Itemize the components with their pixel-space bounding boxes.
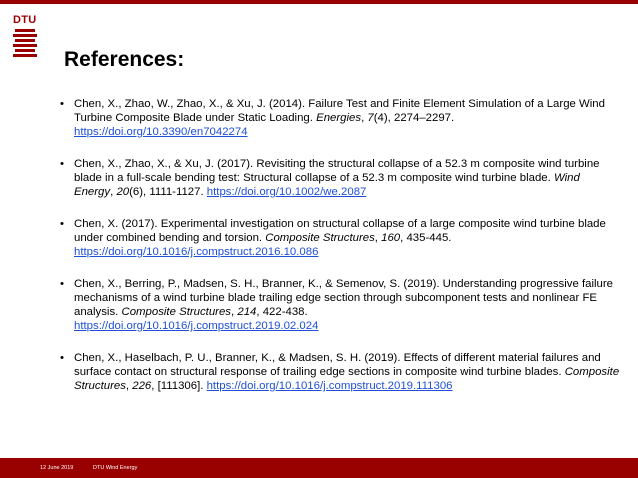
ref-pages: , [111306]. [151, 380, 207, 392]
ref-separator: , [374, 232, 382, 244]
footer-bar [0, 458, 638, 478]
ref-volume: 160 [381, 232, 401, 244]
ref-volume: 214 [237, 306, 257, 318]
ref-doi-link[interactable]: https://doi.org/10.1002/we.2087 [206, 186, 367, 198]
ref-journal: Wind Energy [74, 172, 580, 198]
ref-doi-link[interactable]: https://doi.org/10.1016/j.compstruct.2016.10.086 [74, 246, 319, 258]
reference-item [60, 351, 620, 393]
reference-item [60, 217, 620, 259]
ref-volume: 7 [367, 112, 374, 124]
ref-separator: , [125, 380, 133, 392]
ref-pages: (6), 1111-1127. [129, 186, 207, 198]
bullet: • [60, 352, 64, 364]
ref-doi-link[interactable]: https://doi.org/10.1016/j.compstruct.2019.02.024 [74, 320, 319, 332]
ref-journal: Composite Structures [121, 306, 232, 318]
top-accent-bar [0, 0, 638, 4]
reference-list [60, 97, 620, 411]
ref-journal: Composite Structures [265, 232, 375, 244]
bullet: • [60, 98, 64, 110]
footer-org: DTU Wind Energy [93, 465, 138, 471]
ref-separator: , [110, 186, 117, 198]
reference-item [60, 157, 620, 199]
ref-authors: Chen, X. (2017). Experimental investigation on structural collapse of a large composite wind turbine blade under combined bending and torsion. [74, 218, 606, 244]
bullet: • [60, 218, 64, 230]
ref-authors: Chen, X., Haselbach, P. U., Branner, K., & Madsen, S. H. (2019). Effects of different material failures and surface contact on structural response of trailing edge sections in composite wind turbine blades. [74, 352, 601, 378]
footer-date: 12 June 2019 [40, 465, 74, 471]
ref-volume: 226 [132, 380, 152, 392]
ref-journal: Composite Structures [74, 366, 620, 392]
ref-authors: Chen, X., Berring, P., Madsen, S. H., Branner, K., & Semenov, S. (2019). Understanding progressive failure mechanisms of a wind turbine blade trailing edge section through subcomponent tests and nonlinear FE analysis. [74, 278, 614, 318]
ref-separator: , [231, 306, 238, 318]
ref-pages: , 435-445. [400, 232, 452, 244]
dtu-logo-icon [13, 29, 37, 59]
ref-pages: , 422-438. [256, 306, 308, 318]
bullet: • [60, 278, 64, 290]
dtu-logo [13, 15, 37, 59]
ref-pages: (4), 2274–2297. [373, 112, 455, 124]
ref-journal: Energies [316, 112, 362, 124]
ref-doi-link[interactable]: https://doi.org/10.3390/en7042274 [74, 126, 248, 138]
reference-item [60, 277, 620, 333]
slide-title: References: [64, 48, 185, 71]
ref-authors: Chen, X., Zhao, W., Zhao, X., & Xu, J. (2014). Failure Test and Finite Element Simulation of a Large Wind Turbine Composite Blade under Static Loading. [74, 98, 605, 124]
ref-separator: , [361, 112, 368, 124]
reference-item [60, 97, 620, 139]
logo-wordmark: DTU [13, 14, 37, 26]
bullet: • [60, 158, 64, 170]
ref-authors: Chen, X., Zhao, X., & Xu, J. (2017). Revisiting the structural collapse of a 52.3 m composite wind turbine blade in a full-scale bending test: Structural collapse of a 52.3 m composite wind turbine blade. [74, 158, 600, 184]
ref-volume: 20 [116, 186, 130, 198]
ref-doi-link[interactable]: https://doi.org/10.1016/j.compstruct.2019.111306 [206, 380, 453, 392]
